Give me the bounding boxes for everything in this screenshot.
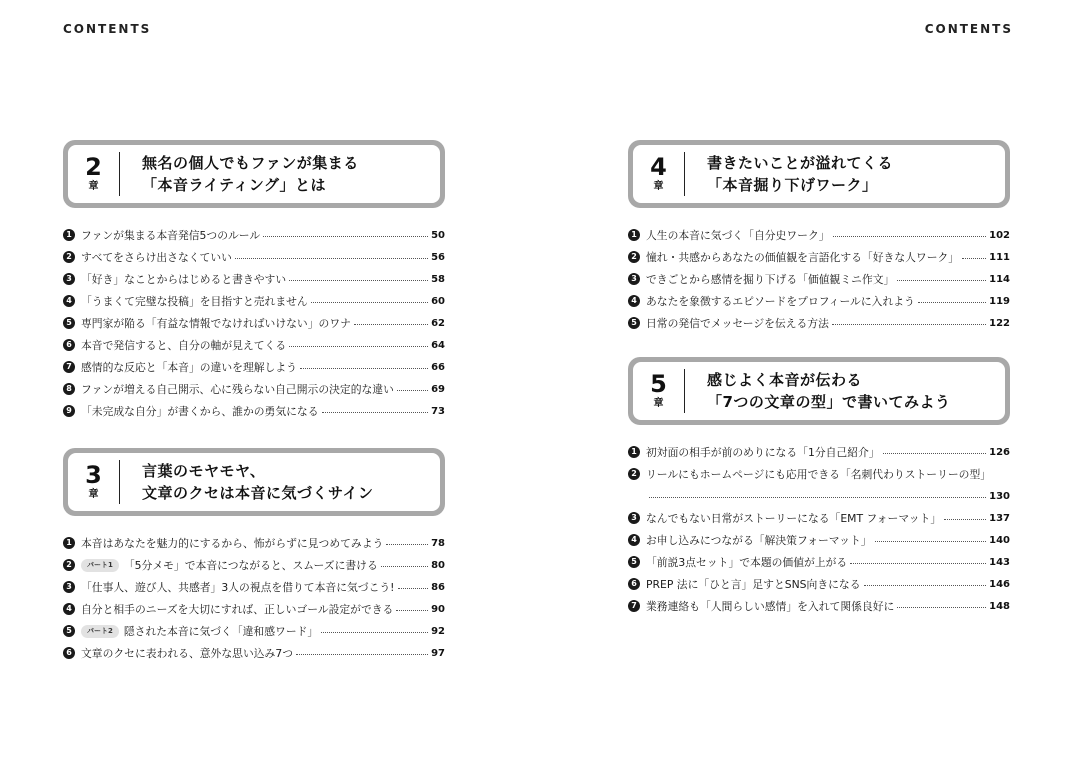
dot-leader — [296, 654, 428, 655]
toc-entry[interactable] — [63, 576, 445, 598]
entry-title: リールにもホームページにも応用できる「名刺代わりストーリーの型」 — [646, 467, 992, 481]
chapter-2-section — [63, 140, 445, 422]
page-number: 146 — [989, 578, 1010, 590]
entry-number-badge: 3 — [63, 273, 75, 285]
chapter-title-line: 言葉のモヤモヤ、 — [142, 462, 266, 480]
toc-entry[interactable] — [63, 290, 445, 312]
entry-number-badge: 6 — [628, 578, 640, 590]
dot-leader — [235, 258, 428, 259]
entry-title: 「5分メモ」で本音につながると、スムーズに書ける — [123, 558, 378, 572]
page-number: 80 — [431, 559, 445, 571]
toc-entry-list — [63, 224, 445, 422]
entry-number-badge: 6 — [63, 647, 75, 659]
entry-number-badge: 2 — [628, 468, 640, 480]
toc-entry[interactable] — [628, 441, 1010, 463]
page-number: 126 — [989, 446, 1010, 458]
entry-number-badge: 2 — [63, 251, 75, 263]
toc-entry[interactable] — [628, 551, 1010, 573]
entry-number-badge: 1 — [63, 229, 75, 241]
chapter-heading-box — [63, 140, 445, 208]
page-number: 60 — [431, 295, 445, 307]
page-number: 58 — [431, 273, 445, 285]
page-number: 119 — [989, 295, 1010, 307]
entry-number-badge: 1 — [63, 537, 75, 549]
entry-number-badge: 3 — [628, 273, 640, 285]
page-number: 97 — [431, 647, 445, 659]
dot-leader — [962, 258, 986, 259]
entry-title: 「仕事人、遊び人、共感者」3人の視点を借りて本音に気づこう! — [81, 580, 395, 594]
chapter-title-block — [120, 152, 359, 196]
entry-number-badge: 2 — [63, 559, 75, 571]
page-number: 86 — [431, 581, 445, 593]
toc-entry[interactable] — [628, 507, 1010, 529]
dot-leader — [396, 610, 428, 611]
entry-title: できごとから感情を掘り下げる「価値観ミニ作文」 — [646, 272, 895, 286]
entry-number-badge: 5 — [628, 556, 640, 568]
entry-number-badge: 7 — [63, 361, 75, 373]
toc-entry-list — [628, 224, 1010, 334]
dot-leader — [289, 280, 428, 281]
toc-entry[interactable] — [63, 532, 445, 554]
chapter-title-block — [120, 460, 373, 504]
page-number: 64 — [431, 339, 445, 351]
chapter-number-block — [68, 460, 120, 504]
entry-number-badge: 4 — [628, 295, 640, 307]
chapter-title-line: 「本音掘り下げワーク」 — [707, 176, 878, 194]
chapter-number: 3 — [85, 461, 102, 489]
entry-number-badge: 3 — [628, 512, 640, 524]
entry-title: 「うまくて完璧な投稿」を目指すと売れません — [81, 294, 308, 308]
dot-leader — [832, 324, 986, 325]
chapter-5-section — [628, 357, 1010, 617]
entry-number-badge: 4 — [63, 603, 75, 615]
entry-number-badge: 7 — [628, 600, 640, 612]
toc-entry[interactable] — [63, 620, 445, 642]
toc-entry[interactable] — [63, 334, 445, 356]
entry-title: 初対面の相手が前のめりになる「1分自己紹介」 — [646, 445, 880, 459]
entry-title: 憧れ・共感からあなたの価値観を言語化する「好きな人ワーク」 — [646, 250, 960, 264]
dot-leader — [263, 236, 428, 237]
chapter-number-block — [633, 369, 685, 413]
page-number: 148 — [989, 600, 1010, 612]
toc-entry[interactable] — [63, 224, 445, 246]
chapter-title-line: 文章のクセは本音に気づくサイン — [142, 484, 374, 502]
dot-leader — [864, 585, 987, 586]
chapter-title-line: 「7つの文章の型」で書いてみよう — [707, 393, 951, 411]
chapter-3-section — [63, 448, 445, 664]
toc-entry[interactable] — [628, 529, 1010, 551]
toc-entry[interactable] — [628, 595, 1010, 617]
chapter-title-line: 無名の個人でもファンが集まる — [142, 154, 359, 172]
chapter-number: 2 — [85, 153, 102, 181]
toc-entry[interactable] — [63, 554, 445, 576]
chapter-title-block — [685, 369, 950, 413]
entry-title: PREP 法に「ひと言」足すとSNS向きになる — [646, 577, 861, 591]
page-number: 92 — [431, 625, 445, 637]
chapter-number: 4 — [650, 153, 667, 181]
chapter-heading-inner — [68, 453, 440, 511]
toc-entry[interactable] — [63, 356, 445, 378]
chapter-number-block — [68, 152, 120, 196]
chapter-4-section — [628, 140, 1010, 334]
chapter-heading-inner — [68, 145, 440, 203]
page-number: 122 — [989, 317, 1010, 329]
toc-entry[interactable] — [63, 312, 445, 334]
toc-entry[interactable] — [628, 312, 1010, 334]
entry-title: ファンが増える自己開示、心に残らない自己開示の決定的な違い — [81, 382, 394, 396]
entry-title: 専門家が陥る「有益な情報でなければいけない」のワナ — [81, 316, 351, 330]
entry-title: なんでもない日常がストーリーになる「EMT フォーマット」 — [646, 511, 942, 525]
toc-entry[interactable] — [63, 246, 445, 268]
running-head-left: CONTENTS — [63, 22, 152, 36]
entry-number-badge: 1 — [628, 446, 640, 458]
entry-title: 感情的な反応と「本音」の違いを理解しよう — [81, 360, 297, 374]
chapter-heading-inner — [633, 145, 1005, 203]
toc-entry[interactable] — [628, 463, 1010, 485]
chapter-heading-box — [628, 357, 1010, 425]
dot-leader — [875, 541, 987, 542]
dot-leader — [311, 302, 428, 303]
entry-title: 業務連絡も「人間らしい感情」を入れて関係良好に — [646, 599, 895, 613]
entry-title: 「好き」なことからはじめると書きやすい — [81, 272, 287, 286]
entry-title: 本音はあなたを魅力的にするから、怖がらずに見つめてみよう — [81, 536, 384, 550]
entry-number-badge: 4 — [63, 295, 75, 307]
entry-title: お申し込みにつながる「解決策フォーマット」 — [646, 533, 872, 547]
entry-number-badge: 8 — [63, 383, 75, 395]
entry-number-badge: 2 — [628, 251, 640, 263]
dot-leader — [386, 544, 428, 545]
entry-title: あなたを象徴するエピソードをプロフィールに入れよう — [646, 294, 915, 308]
entry-number-badge: 6 — [63, 339, 75, 351]
entry-number-badge: 4 — [628, 534, 640, 546]
dot-leader — [897, 280, 986, 281]
chapter-label: 章 — [653, 398, 664, 409]
dot-leader — [321, 632, 428, 633]
chapter-title-block — [685, 152, 893, 196]
dot-leader — [850, 563, 986, 564]
entry-number-badge: 5 — [63, 317, 75, 329]
toc-entry[interactable] — [63, 378, 445, 400]
page-number: 90 — [431, 603, 445, 615]
page-number: 69 — [431, 383, 445, 395]
entry-number-badge — [628, 490, 640, 502]
entry-title: 隠された本音に気づく「違和感ワード」 — [123, 624, 319, 638]
dot-leader — [322, 412, 429, 413]
entry-number-badge: 9 — [63, 405, 75, 417]
dot-leader — [398, 588, 429, 589]
entry-title: 本音で発信すると、自分の軸が見えてくる — [81, 338, 287, 352]
entry-title: すべてをさらけ出さなくていい — [81, 250, 232, 264]
page-number: 73 — [431, 405, 445, 417]
page-number: 143 — [989, 556, 1010, 568]
page-number: 130 — [989, 490, 1010, 502]
dot-leader — [833, 236, 987, 237]
entry-title: 「未完成な自分」が書くから、誰かの勇気になる — [81, 404, 319, 418]
page-number: 50 — [431, 229, 445, 241]
entry-number-badge: 5 — [63, 625, 75, 637]
part-tag: パート2 — [81, 625, 119, 638]
dot-leader — [897, 607, 986, 608]
chapter-number: 5 — [650, 370, 667, 398]
page-number: 102 — [989, 229, 1010, 241]
chapter-label: 章 — [88, 489, 99, 500]
dot-leader — [883, 453, 987, 454]
entry-number-badge: 5 — [628, 317, 640, 329]
dot-leader — [397, 390, 428, 391]
toc-entry[interactable] — [628, 246, 1010, 268]
toc-entry[interactable] — [628, 290, 1010, 312]
chapter-title-line: 書きたいことが溢れてくる — [707, 154, 894, 172]
chapter-title-line: 感じよく本音が伝わる — [707, 371, 863, 389]
chapter-heading-inner — [633, 362, 1005, 420]
entry-number-badge: 3 — [63, 581, 75, 593]
toc-entry[interactable] — [63, 400, 445, 422]
entry-number-badge: 1 — [628, 229, 640, 241]
toc-entry-list — [63, 532, 445, 664]
page-number: 137 — [989, 512, 1010, 524]
toc-entry[interactable] — [63, 268, 445, 290]
page-number: 78 — [431, 537, 445, 549]
entry-title: 日常の発信でメッセージを伝える方法 — [646, 316, 829, 330]
entry-title: 「前説3点セット」で本題の価値が上がる — [646, 555, 848, 569]
part-tag: パート1 — [81, 559, 119, 572]
chapter-label: 章 — [653, 181, 664, 192]
running-head-right: CONTENTS — [924, 22, 1013, 36]
page-number: 56 — [431, 251, 445, 263]
page-number: 66 — [431, 361, 445, 373]
page-number: 111 — [989, 251, 1010, 263]
page-number: 140 — [989, 534, 1010, 546]
dot-leader — [918, 302, 986, 303]
dot-leader — [289, 346, 428, 347]
chapter-title-line: 「本音ライティング」とは — [142, 176, 327, 194]
dot-leader — [649, 497, 986, 498]
chapter-heading-box — [63, 448, 445, 516]
entry-title: ファンが集まる本音発信5つのルール — [81, 228, 261, 242]
toc-entry[interactable] — [628, 268, 1010, 290]
entry-title: 文章のクセに表われる、意外な思い込み7つ — [81, 646, 294, 660]
toc-entry[interactable] — [628, 573, 1010, 595]
toc-entry[interactable] — [63, 598, 445, 620]
entry-title: 人生の本音に気づく「自分史ワーク」 — [646, 228, 830, 242]
toc-entry[interactable] — [628, 485, 1010, 507]
page-number: 114 — [989, 273, 1010, 285]
page-number: 62 — [431, 317, 445, 329]
toc-entry-list — [628, 441, 1010, 617]
toc-entry[interactable] — [63, 642, 445, 664]
chapter-heading-box — [628, 140, 1010, 208]
chapter-label: 章 — [88, 181, 99, 192]
dot-leader — [944, 519, 986, 520]
entry-title: 自分と相手のニーズを大切にすれば、正しいゴール設定ができる — [81, 602, 394, 616]
toc-entry[interactable] — [628, 224, 1010, 246]
dot-leader — [354, 324, 428, 325]
chapter-number-block — [633, 152, 685, 196]
dot-leader — [300, 368, 428, 369]
dot-leader — [381, 566, 428, 567]
